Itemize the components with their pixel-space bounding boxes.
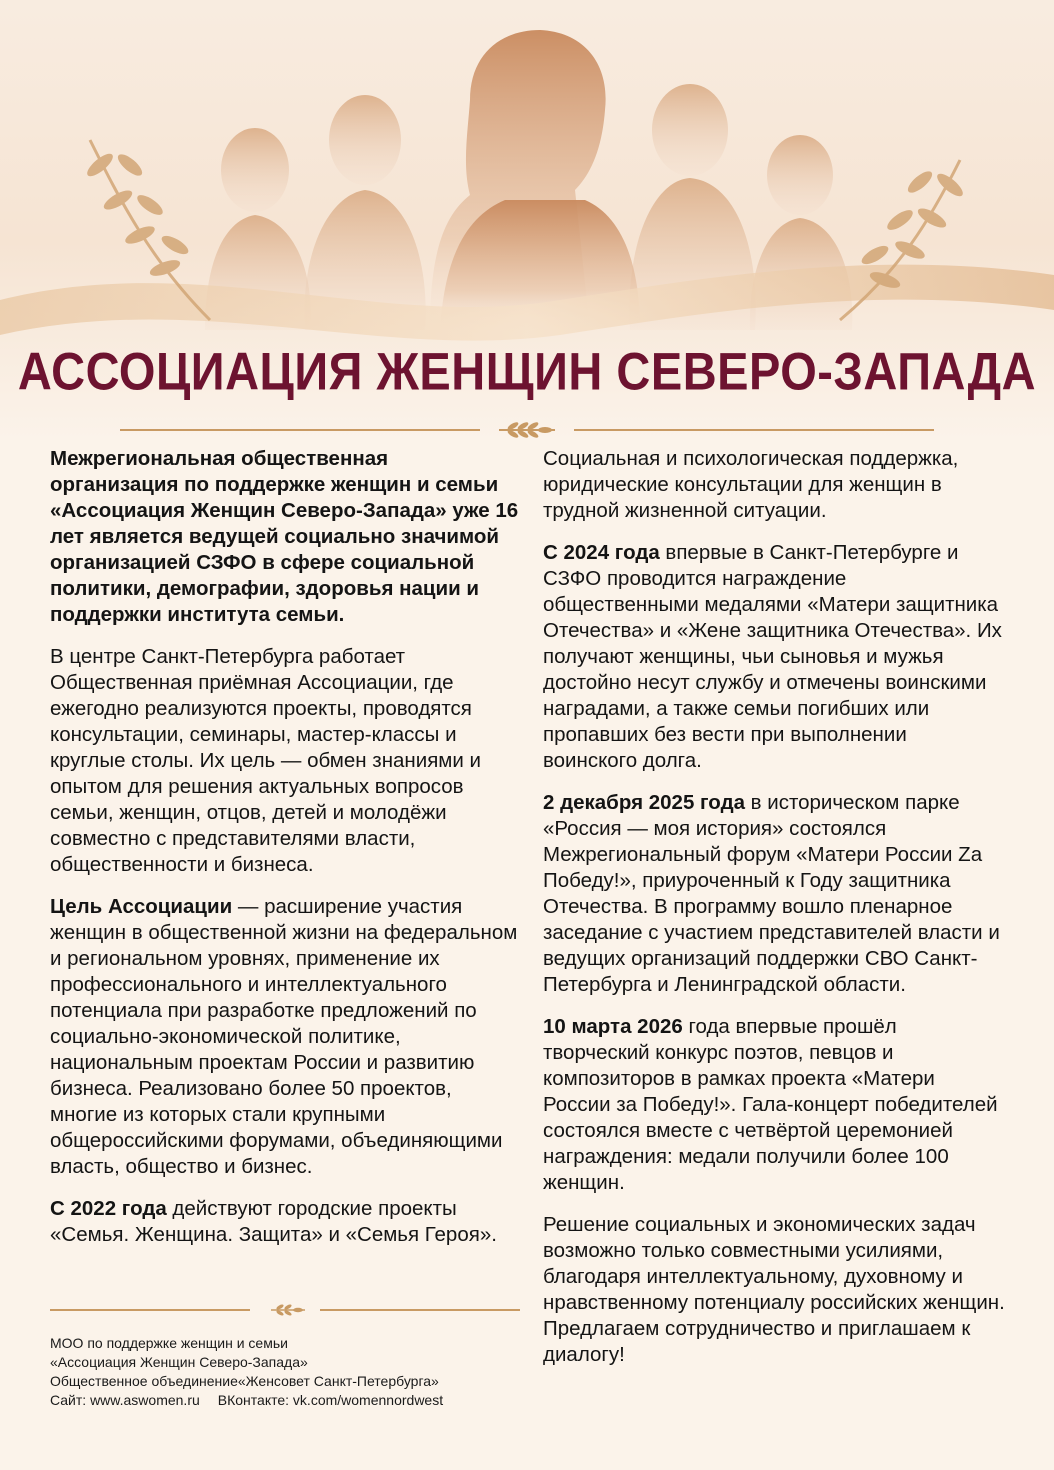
- right-column: [543, 446, 1005, 1384]
- reception-paragraph: В центре Санкт-Петербурга работает Общественная приёмная Ассоциации, где ежегодно реализуются проекты, проводятся консультации, семинары, мастер-классы и круглые столы. Их цель — обмен знаниями и опытом для решения актуальных вопросов семьи, женщин, отцов, детей и молодёжи совместно с представителями власти, общественности и бизнеса.: [50, 645, 481, 876]
- intro-paragraph: Межрегиональная общественная организация по поддержке женщин и семьи «Ассоциация Женщин Северо-Запада» уже 16 лет является ведущей социально значимой организацией СЗФО в сфере социальной политики, демографии, здоровья нации и поддержки института семьи.: [50, 447, 519, 626]
- projects-2022-lead: С 2022 года: [50, 1197, 167, 1220]
- projects-2022-text: действуют городские проекты «Семья. Женщина. Защита» и «Семья Героя».: [50, 1197, 497, 1246]
- medals-text: впервые в Санкт-Петербурге и СЗФО проводится награждение общественными медалями «Матери защитника Отечества» и «Жене защитника Отечества». Их получают женщины, чьи сыновья и мужья достойно несут службу и отмечены воинскими наградами, а также семьи погибших или пропавших без вести при выполнении воинского долга.: [543, 541, 1002, 772]
- footer-divider: [50, 1300, 520, 1320]
- footer-council: Общественное объединение«Женсовет Санкт-Петербурга»: [50, 1373, 439, 1389]
- contest-paragraph: [543, 1014, 1005, 1196]
- goal-lead: Цель Ассоциации: [50, 895, 233, 918]
- forum-lead: 2 декабря 2025 года: [543, 791, 745, 814]
- forum-text: в историческом парке «Россия — моя история» состоялся Межрегиональный форум «Матери России Zа Победу!», приуроченный к Году защитника Отечества. В программу вошло пленарное заседание с участием представителей власти и ведущих организаций поддержки СВО Санкт-Петербурга и Ленинградской области.: [543, 791, 1000, 996]
- goal-paragraph: [50, 894, 520, 1180]
- footer-links: [50, 1391, 540, 1410]
- footer: [50, 1334, 540, 1410]
- forum-paragraph: [543, 790, 1005, 998]
- support-paragraph: Социальная и психологическая поддержка, юридические консультации для женщин в трудной жизненной ситуации.: [543, 447, 959, 522]
- wheat-small-icon: [268, 1300, 308, 1320]
- page-title: АССОЦИАЦИЯ ЖЕНЩИН СЕВЕРО-ЗАПАДА: [17, 341, 1037, 401]
- contest-lead: 10 марта 2026: [543, 1015, 683, 1038]
- footer-site-link[interactable]: Сайт: www.aswomen.ru: [50, 1392, 200, 1408]
- footer-vk-link[interactable]: ВКонтакте: vk.com/womennordwest: [217, 1392, 444, 1408]
- medals-paragraph: [543, 540, 1005, 774]
- medals-lead: С 2024 года: [543, 541, 660, 564]
- footer-org-name: «Ассоциация Женщин Северо-Запада»: [50, 1354, 308, 1370]
- left-column: [50, 446, 520, 1264]
- wheat-ornament-icon: [495, 418, 559, 442]
- closing-paragraph: Решение социальных и экономических задач возможно только совместными усилиями, благодаря интеллектуальному, духовному и нравственному потенциалу российских женщин. Предлагаем сотрудничество и приглашаем к диалогу!: [543, 1213, 1005, 1366]
- contest-text: года впервые прошёл творческий конкурс поэтов, певцов и композиторов в рамках проекта «Матери России за Победу!». Гала-концерт победителей состоялся вместе с четвёртой церемонией награждения: медали получили более 100 женщин.: [543, 1015, 998, 1194]
- footer-org-line: МОО по поддержке женщин и семьи: [50, 1335, 288, 1351]
- projects-2022-paragraph: [50, 1196, 520, 1248]
- goal-text: — расширение участия женщин в общественной жизни на федеральном и региональном уровнях, применение их профессионального и интеллектуального потенциала при разработке предложений по социально-экономической политике, национальным проектам России и развитию бизнеса. Реализовано более 50 проектов, многие из которых стали крупными общероссийскими форумами, объединяющими власть, общество и бизнес.: [50, 895, 518, 1178]
- title-divider: [120, 420, 934, 440]
